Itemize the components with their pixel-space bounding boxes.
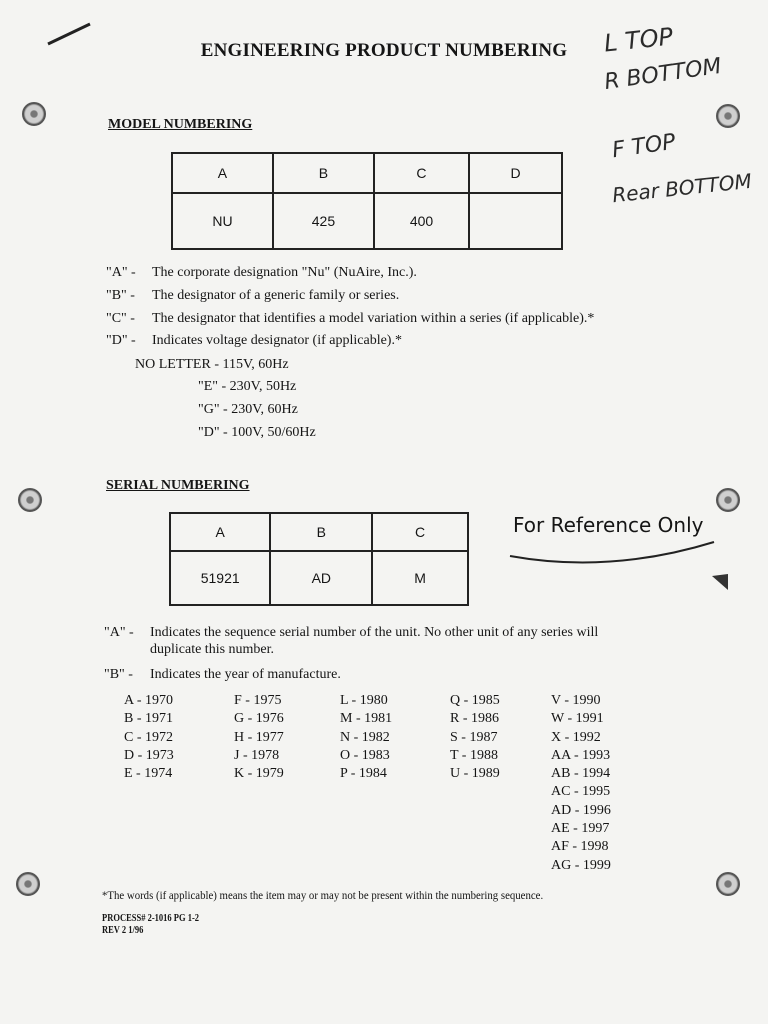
year-code: AD - 1996 <box>551 802 611 818</box>
reference-stamp: For Reference Only <box>513 513 704 537</box>
year-code: J - 1978 <box>234 747 280 763</box>
list-item: "D" - Indicates voltage designator (if applicable).* <box>106 333 402 348</box>
year-code: H - 1977 <box>234 729 284 745</box>
punch-hole-icon <box>716 488 740 512</box>
page-title: ENGINEERING PRODUCT NUMBERING <box>200 40 568 61</box>
list-item: "A" - The corporate designation "Nu" (NuAire, Inc.). <box>106 265 417 280</box>
year-code: U - 1989 <box>450 766 500 782</box>
handwritten-note: F TOP <box>610 129 678 164</box>
serial-desc-a: "A" - Indicates the sequence serial number of the unit. No other unit of any series will <box>104 625 599 640</box>
year-code: AA - 1993 <box>551 747 611 763</box>
model-number-table <box>171 152 563 250</box>
table-header-cell: A <box>170 513 270 551</box>
year-code: V - 1990 <box>551 693 601 708</box>
model-numbering-heading: MODEL NUMBERING <box>108 117 253 132</box>
year-code: F - 1975 <box>234 693 282 708</box>
year-code: W - 1991 <box>551 711 604 727</box>
model-description-list <box>106 263 594 351</box>
table-header-cell: D <box>469 153 562 193</box>
year-code: Q - 1985 <box>450 693 500 708</box>
serial-desc-a-continued: duplicate this number. <box>150 642 275 657</box>
table-cell: AD <box>270 551 372 605</box>
table-header-cell: A <box>172 153 273 193</box>
table-cell: 425 <box>273 193 374 249</box>
year-code: E - 1974 <box>124 766 173 782</box>
table-cell: NU <box>172 193 273 249</box>
serial-numbering-heading: SERIAL NUMBERING <box>106 478 250 493</box>
handwritten-note: R BOTTOM <box>602 53 724 96</box>
list-item: "C" - The designator that identifies a model variation within a series (if applicable).* <box>106 311 595 326</box>
year-code: K - 1979 <box>234 766 284 782</box>
stamp-underline-icon <box>500 530 730 600</box>
year-code: AB - 1994 <box>551 766 611 782</box>
voltage-option: "G" - 230V, 60Hz <box>198 402 298 417</box>
footnote: *The words (if applicable) means the item may or may not be present within the numbering sequence. <box>102 888 544 902</box>
table-header-cell: C <box>372 513 468 551</box>
year-code: T - 1988 <box>450 747 498 763</box>
year-code: G - 1976 <box>234 711 284 727</box>
table-cell: 51921 <box>170 551 270 605</box>
voltage-option: "E" - 230V, 50Hz <box>198 379 297 394</box>
year-code-column <box>450 692 500 783</box>
punch-hole-icon <box>716 872 740 896</box>
doc-ref: REV 2 1/96 <box>102 925 144 936</box>
table-header-cell: C <box>374 153 469 193</box>
voltage-option: NO LETTER - 115V, 60Hz <box>135 357 289 372</box>
punch-hole-icon <box>18 488 42 512</box>
punch-hole-icon <box>22 102 46 126</box>
year-code: L - 1980 <box>340 693 388 708</box>
year-code-column <box>340 692 392 783</box>
serial-number-table <box>169 512 469 606</box>
year-code: D - 1973 <box>124 747 174 763</box>
year-code-column <box>234 692 284 783</box>
handwritten-note: L TOP <box>602 22 675 58</box>
serial-desc-b: "B" - Indicates the year of manufacture. <box>104 667 341 682</box>
year-code: AC - 1995 <box>551 784 611 800</box>
year-code: O - 1983 <box>340 747 390 763</box>
list-item: "B" - The designator of a generic family or series. <box>106 288 400 303</box>
year-code: X - 1992 <box>551 729 601 745</box>
year-code: AG - 1999 <box>551 857 611 873</box>
punch-hole-icon <box>716 104 740 128</box>
year-code: B - 1971 <box>124 711 173 727</box>
punch-hole-icon <box>16 872 40 896</box>
year-code: C - 1972 <box>124 729 173 745</box>
year-code: AF - 1998 <box>551 839 609 855</box>
year-code: S - 1987 <box>450 729 498 745</box>
voltage-option: "D" - 100V, 50/60Hz <box>198 425 316 440</box>
table-header-cell: B <box>273 153 374 193</box>
year-code-column <box>551 692 611 875</box>
table-cell: M <box>372 551 468 605</box>
year-code: M - 1981 <box>340 711 393 727</box>
year-code: AE - 1997 <box>551 821 610 837</box>
year-code-column <box>124 692 174 783</box>
year-code: A - 1970 <box>124 693 173 708</box>
table-cell: 400 <box>374 193 469 249</box>
handwritten-note: Rear BOTTOM <box>611 168 753 208</box>
year-code: N - 1982 <box>340 729 390 745</box>
table-header-cell: B <box>270 513 372 551</box>
year-code: R - 1986 <box>450 711 499 727</box>
table-cell <box>469 193 562 249</box>
year-code: P - 1984 <box>340 766 387 782</box>
doc-ref: PROCESS# 2-1016 PG 1-2 <box>102 913 200 924</box>
